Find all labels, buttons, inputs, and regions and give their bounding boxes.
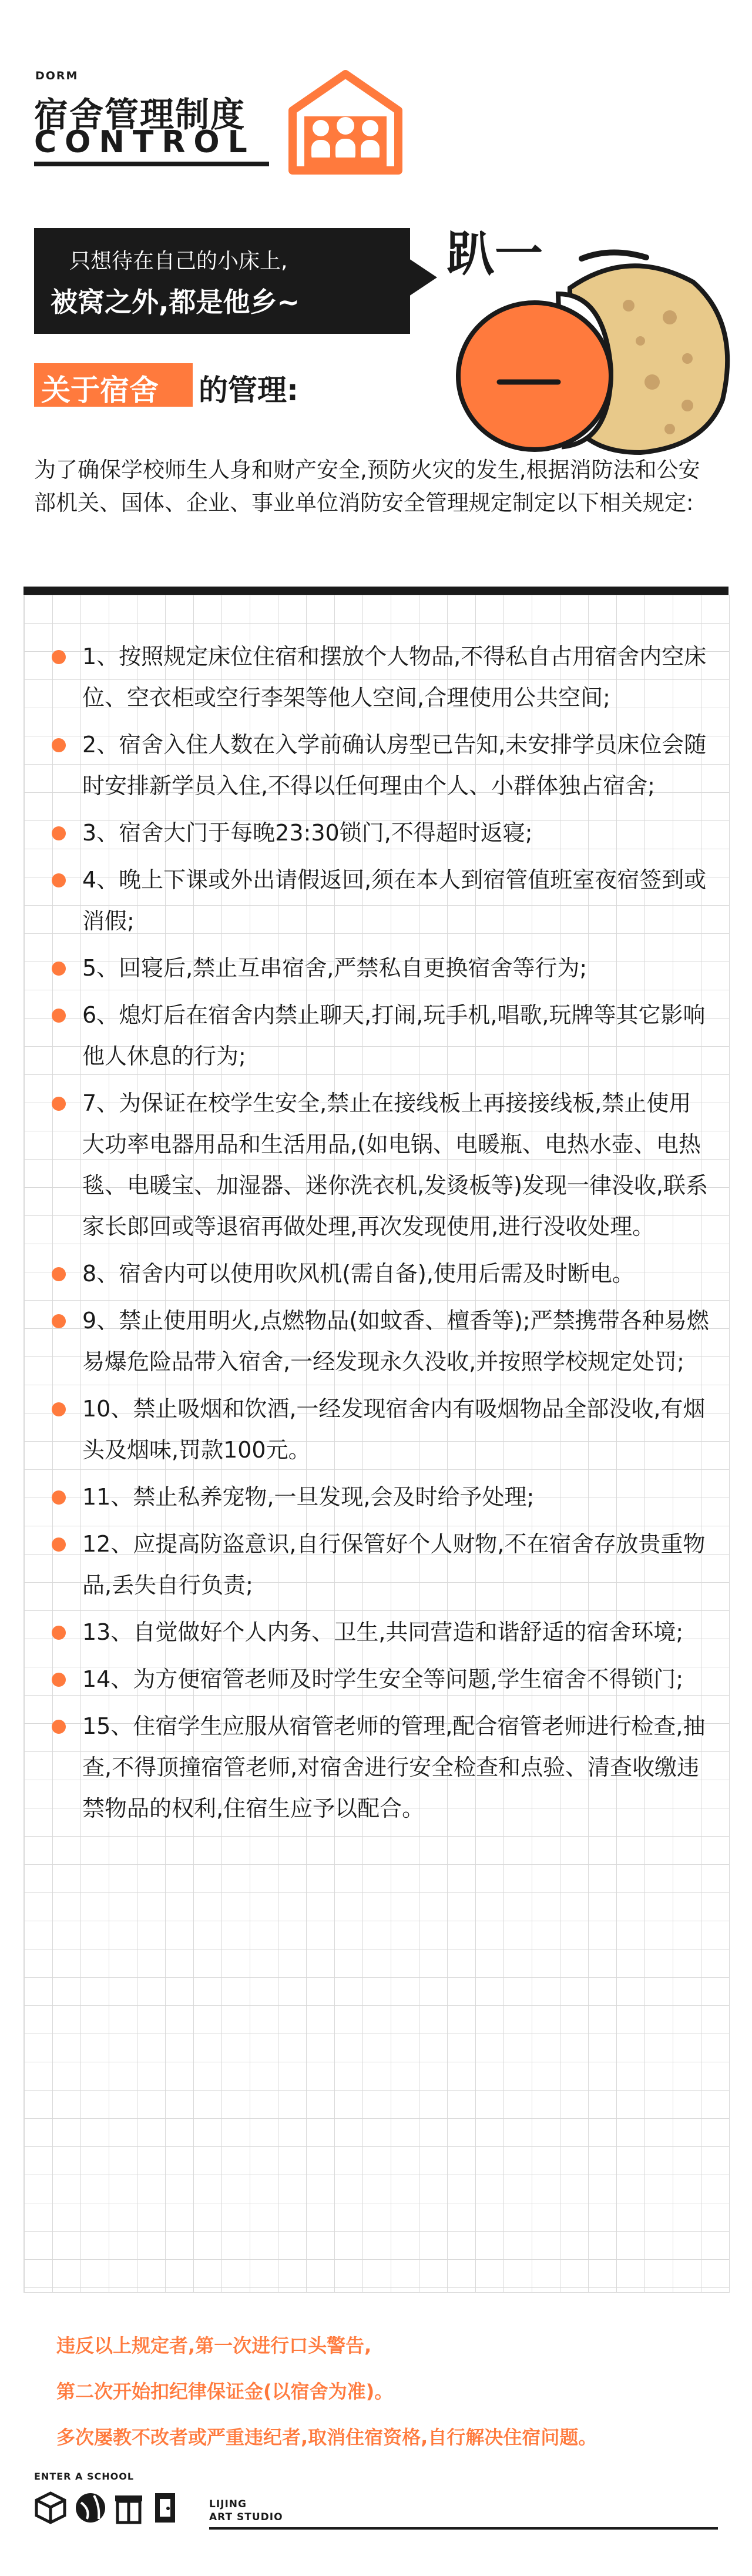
rule-text: 4、晚上下课或外出请假返回,须在本人到宿管值班室夜宿签到或消假; xyxy=(82,867,707,934)
rule-text: 10、禁止吸烟和饮酒,一经发现宿舍内有吸烟物品全部没收,有烟头及烟味,罚款100元。 xyxy=(82,1396,706,1463)
intro-paragraph: 为了确保学校师生人身和财产安全,预防火灾的发生,根据消防法和公安部机关、国体、企业、事业单位消防安全管理规定制定以下相关规定: xyxy=(34,457,700,515)
section-heading-rest: 的管理: xyxy=(199,373,298,407)
house-people-icon xyxy=(287,69,404,175)
door-icon xyxy=(155,2493,175,2523)
rule-text: 3、宿舍大门于每晚23:30锁门,不得超时返寝; xyxy=(82,820,533,846)
page-subtitle: CONTROL xyxy=(34,125,256,160)
bullet-dot xyxy=(52,1720,66,1734)
rules-list xyxy=(34,636,710,1835)
bullet-dot xyxy=(52,873,66,887)
rule-item xyxy=(34,1083,710,1247)
bullet-dot xyxy=(52,650,66,664)
header-kicker: DORM xyxy=(35,69,79,82)
rule-item xyxy=(34,1523,710,1606)
bullet-dot xyxy=(52,1267,66,1281)
rule-item xyxy=(34,812,710,853)
sleeping-blob-illustration xyxy=(435,206,740,464)
rule-text: 14、为方便宿管老师及时学生安全等问题,学生宿舍不得锁门; xyxy=(82,1666,684,1692)
penalty-line-1: 违反以上规定者,第一次进行口头警告, xyxy=(56,2334,372,2357)
rule-text: 2、宿舍入住人数在入学前确认房型已告知,未安排学员床位会随时安排新学员入住,不得以任何理由个人、小群体独占宿舍; xyxy=(82,732,707,799)
rule-item xyxy=(34,947,710,989)
footer-logo-row xyxy=(34,2490,199,2525)
title-underline xyxy=(34,162,269,166)
rule-text: 13、自觉做好个人内务、卫生,共同营造和谐舒适的宿舍环境; xyxy=(82,1619,684,1645)
rule-item xyxy=(34,859,710,942)
rule-item xyxy=(34,724,710,806)
footer-rule xyxy=(209,2527,718,2530)
bullet-dot xyxy=(52,1097,66,1111)
rule-text: 12、应提高防盗意识,自行保管好个人财物,不在宿舍存放贵重物品,丢失自行负责; xyxy=(82,1531,706,1598)
bullet-dot xyxy=(52,1009,66,1023)
rule-text: 11、禁止私养宠物,一旦发现,会及时给予处理; xyxy=(82,1484,535,1510)
cube-icon xyxy=(36,2493,65,2523)
footer-label: ENTER A SCHOOL xyxy=(34,2471,135,2482)
bullet-dot xyxy=(52,1626,66,1640)
page-title: 宿舍管理制度 xyxy=(34,95,246,135)
penalty-notice xyxy=(56,2323,732,2460)
pot-icon xyxy=(115,2495,142,2523)
bullet-dot xyxy=(52,1537,66,1552)
rule-item xyxy=(34,636,710,718)
rule-item xyxy=(34,1388,710,1470)
penalty-line-3: 多次屡教不改者或严重违纪者,取消住宿资格,自行解决住宿问题。 xyxy=(56,2426,597,2448)
penalty-line-2: 第二次开始扣纪律保证金(以宿舍为准)。 xyxy=(56,2380,394,2403)
rule-item xyxy=(34,1476,710,1518)
studio-line-1: LIJING xyxy=(209,2498,247,2510)
rule-item xyxy=(34,994,710,1077)
rule-item xyxy=(34,1253,710,1294)
sticker-text: 趴一 xyxy=(446,226,543,282)
section-divider xyxy=(24,587,728,595)
rule-text: 5、回寝后,禁止互串宿舍,严禁私自更换宿舍等行为; xyxy=(82,955,588,981)
bullet-dot xyxy=(52,962,66,976)
bullet-dot xyxy=(52,1490,66,1505)
rule-text: 7、为保证在校学生安全,禁止在接线板上再接接线板,禁止使用大功率电器用品和生活用品,(如电锅、电暖瓶、电热水壶、电热毯、电暖宝、加湿器、迷你洗衣机,发烫板等)发现一律没收,联系家长郎回或等退宿再做处理,再次发现使用,进行没收处理。 xyxy=(82,1090,708,1240)
rule-item xyxy=(34,1706,710,1829)
speech-line-1: 只想待在自己的小床上, xyxy=(69,249,288,273)
rule-text: 15、住宿学生应服从宿管老师的管理,配合宿管老师进行检查,抽查,不得顶撞宿管老师,对宿舍进行安全检查和点验、清查收缴违禁物品的权利,住宿生应予以配合。 xyxy=(82,1713,706,1821)
speech-bubble-tail xyxy=(409,259,437,296)
bullet-dot xyxy=(52,1673,66,1687)
bullet-dot xyxy=(52,738,66,752)
bullet-dot xyxy=(52,1314,66,1328)
rule-item xyxy=(34,1612,710,1653)
studio-name xyxy=(209,2498,283,2524)
rule-item xyxy=(34,1300,710,1382)
rule-item xyxy=(34,1659,710,1700)
speech-line-2: 被窝之外,都是他乡~ xyxy=(51,286,300,318)
speech-bubble xyxy=(34,228,410,334)
section-heading-highlight: 关于宿舍 xyxy=(41,373,159,407)
rule-text: 9、禁止使用明火,点燃物品(如蚊香、檀香等);严禁携带各种易燃易爆危险品带入宿舍,一经发现永久没收,并按照学校规定处罚; xyxy=(82,1308,709,1375)
rule-text: 8、宿舍内可以使用吹风机(需自备),使用后需及时断电。 xyxy=(82,1261,634,1287)
bullet-dot xyxy=(52,826,66,840)
rule-text: 1、按照规定床位住宿和摆放个人物品,不得私自占用宿舍内空床位、空衣柜或空行李架等他人空间,合理使用公共空间; xyxy=(82,644,707,711)
rule-text: 6、熄灯后在宿舍内禁止聊天,打闹,玩手机,唱歌,玩牌等其它影响他人休息的行为; xyxy=(82,1002,706,1069)
globe-icon xyxy=(76,2493,105,2523)
bullet-dot xyxy=(52,1402,66,1416)
studio-line-2: ART STUDIO xyxy=(209,2511,283,2523)
